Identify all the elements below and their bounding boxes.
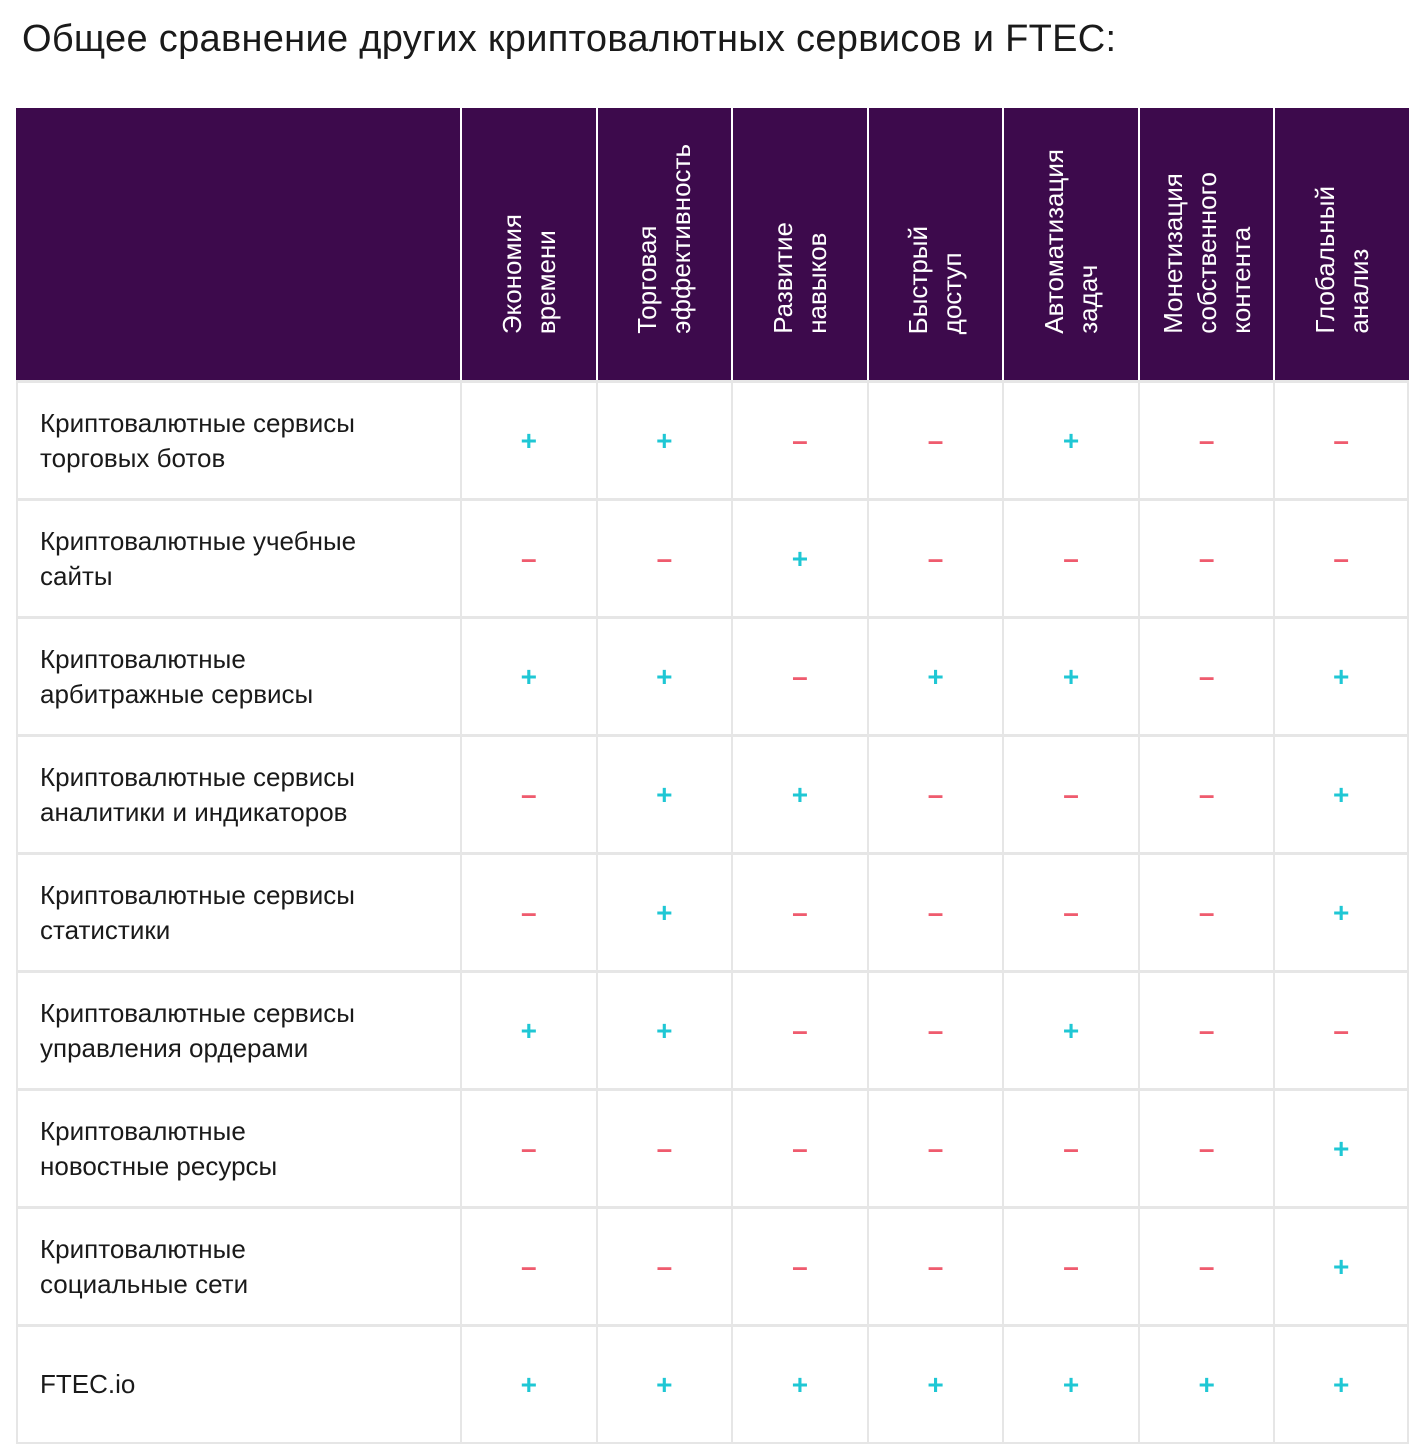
minus-mark: –	[1063, 542, 1079, 574]
minus-mark: –	[792, 1014, 808, 1046]
plus-mark: +	[656, 896, 673, 928]
table-cell	[731, 1324, 867, 1442]
column-header	[1138, 108, 1274, 380]
table-cell	[731, 616, 867, 734]
row-label: Криптовалютные сервисы торговых ботов	[40, 407, 355, 473]
table-cell	[1138, 970, 1274, 1088]
table-cell	[460, 498, 596, 616]
table-cell	[596, 1206, 732, 1324]
minus-mark: –	[1063, 1132, 1079, 1164]
row-label: Криптовалютные сервисы аналитики и индикаторов	[40, 761, 355, 827]
column-header	[731, 108, 867, 380]
table-cell	[731, 852, 867, 970]
plus-mark: +	[520, 1014, 537, 1046]
table-cell	[1002, 498, 1138, 616]
minus-mark: –	[520, 1132, 537, 1164]
table-cell	[596, 970, 732, 1088]
column-header-label: Монетизация собственного контента	[1157, 172, 1256, 334]
minus-mark: –	[927, 778, 944, 810]
comparison-table	[16, 108, 1409, 1444]
plus-mark: +	[1062, 1014, 1080, 1046]
column-header-label: Быстрый доступ	[903, 225, 968, 334]
row-label: FTEC.io	[40, 1369, 136, 1399]
minus-mark: –	[1333, 1014, 1349, 1046]
table-cell	[596, 1088, 732, 1206]
plus-mark: +	[1062, 660, 1080, 692]
table-cell	[460, 380, 596, 498]
row-label-cell	[16, 1324, 460, 1442]
minus-mark: –	[792, 1250, 808, 1282]
row-label-cell	[16, 616, 460, 734]
row-label-cell	[16, 1088, 460, 1206]
minus-mark: –	[927, 1014, 944, 1046]
table-cell	[460, 970, 596, 1088]
minus-mark: –	[1198, 896, 1215, 928]
table-cell	[867, 970, 1003, 1088]
minus-mark: –	[520, 778, 537, 810]
row-label-cell	[16, 498, 460, 616]
table-cell	[731, 1206, 867, 1324]
plus-mark: +	[1333, 1250, 1350, 1282]
table-cell	[1002, 616, 1138, 734]
table-cell	[1273, 852, 1409, 970]
plus-mark: +	[1333, 778, 1350, 810]
row-label-cell	[16, 970, 460, 1088]
row-label: Криптовалютные учебные сайты	[40, 525, 357, 591]
table-cell	[867, 498, 1003, 616]
table-cell	[596, 1324, 732, 1442]
table-cell	[596, 616, 732, 734]
column-header	[867, 108, 1003, 380]
table-cell	[867, 1324, 1003, 1442]
table-cell	[867, 734, 1003, 852]
column-header-label: Экономия времени	[496, 213, 561, 334]
column-header	[460, 108, 596, 380]
table-cell	[460, 1324, 596, 1442]
table-cell	[1002, 1206, 1138, 1324]
column-header-label: Глобальный анализ	[1310, 186, 1375, 334]
table-cell	[596, 498, 732, 616]
column-header	[1273, 108, 1409, 380]
plus-mark: +	[656, 1014, 673, 1046]
plus-mark: +	[656, 660, 673, 692]
table-cell	[460, 1088, 596, 1206]
row-label-cell	[16, 380, 460, 498]
table-cell	[460, 1206, 596, 1324]
plus-mark: +	[1333, 1368, 1350, 1400]
table-cell	[1002, 734, 1138, 852]
row-label: Криптовалютные арбитражные сервисы	[40, 643, 314, 709]
table-cell	[1138, 852, 1274, 970]
table-cell	[1273, 616, 1409, 734]
table-cell	[1002, 1324, 1138, 1442]
table-cell	[1002, 1088, 1138, 1206]
table-cell	[1002, 970, 1138, 1088]
minus-mark: –	[1063, 896, 1079, 928]
table-cell	[867, 380, 1003, 498]
row-label: Криптовалютные социальные сети	[40, 1233, 249, 1299]
table-cell	[1002, 380, 1138, 498]
table-cell	[1273, 734, 1409, 852]
column-header-label: Автоматизация задач	[1039, 149, 1104, 334]
table-cell	[731, 1088, 867, 1206]
table-cell	[1273, 498, 1409, 616]
table-cell	[460, 852, 596, 970]
minus-mark: –	[927, 1250, 944, 1282]
table-cell	[460, 616, 596, 734]
table-cell	[1138, 498, 1274, 616]
minus-mark: –	[1198, 1250, 1215, 1282]
minus-mark: –	[1333, 542, 1349, 574]
minus-mark: –	[1198, 1014, 1215, 1046]
table-cell	[731, 970, 867, 1088]
minus-mark: –	[520, 896, 537, 928]
table-cell	[1138, 1324, 1274, 1442]
table-cell	[1273, 1206, 1409, 1324]
minus-mark: –	[1198, 424, 1215, 456]
table-cell	[867, 1206, 1003, 1324]
minus-mark: –	[1333, 424, 1349, 456]
minus-mark: –	[1198, 1132, 1215, 1164]
plus-mark: +	[791, 778, 809, 810]
table-cell	[867, 852, 1003, 970]
table-cell	[1138, 1088, 1274, 1206]
table-cell	[1273, 380, 1409, 498]
table-cell	[731, 498, 867, 616]
plus-mark: +	[1333, 1132, 1350, 1164]
plus-mark: +	[520, 1368, 537, 1400]
table-cell	[1138, 1206, 1274, 1324]
row-label: Криптовалютные сервисы статистики	[40, 879, 355, 945]
minus-mark: –	[792, 660, 808, 692]
table-cell	[460, 734, 596, 852]
table-cell	[1273, 970, 1409, 1088]
table-cell	[1002, 852, 1138, 970]
plus-mark: +	[1062, 424, 1080, 456]
minus-mark: –	[1198, 778, 1215, 810]
minus-mark: –	[1063, 1250, 1079, 1282]
row-label-cell	[16, 1206, 460, 1324]
table-cell	[1273, 1324, 1409, 1442]
minus-mark: –	[927, 542, 944, 574]
page-title: Общее сравнение других криптовалютных сервисов и FTEC:	[22, 18, 1117, 60]
table-cell	[596, 380, 732, 498]
minus-mark: –	[927, 424, 944, 456]
minus-mark: –	[927, 1132, 944, 1164]
plus-mark: +	[927, 660, 944, 692]
plus-mark: +	[656, 424, 673, 456]
table-cell	[731, 734, 867, 852]
row-label-cell	[16, 852, 460, 970]
minus-mark: –	[792, 896, 808, 928]
minus-mark: –	[656, 1250, 673, 1282]
minus-mark: –	[1063, 778, 1079, 810]
column-header-label: Торговая эффективность	[632, 144, 697, 334]
table-cell	[1138, 734, 1274, 852]
minus-mark: –	[520, 542, 537, 574]
plus-mark: +	[791, 1368, 809, 1400]
plus-mark: +	[927, 1368, 944, 1400]
table-cell	[1138, 380, 1274, 498]
column-header-label: Развитие навыков	[767, 222, 832, 334]
table-cell	[867, 1088, 1003, 1206]
table-cell	[1273, 1088, 1409, 1206]
column-header	[596, 108, 732, 380]
plus-mark: +	[520, 660, 537, 692]
plus-mark: +	[656, 778, 673, 810]
plus-mark: +	[791, 542, 809, 574]
minus-mark: –	[656, 542, 673, 574]
row-label: Криптовалютные новостные ресурсы	[40, 1115, 278, 1181]
minus-mark: –	[792, 1132, 808, 1164]
minus-mark: –	[1198, 542, 1215, 574]
header-corner	[16, 108, 460, 380]
table-cell	[1138, 616, 1274, 734]
plus-mark: +	[520, 424, 537, 456]
minus-mark: –	[792, 424, 808, 456]
row-label-cell	[16, 734, 460, 852]
table-cell	[596, 852, 732, 970]
row-label: Криптовалютные сервисы управления ордерами	[40, 997, 355, 1063]
table-cell	[731, 380, 867, 498]
column-header	[1002, 108, 1138, 380]
minus-mark: –	[927, 896, 944, 928]
minus-mark: –	[520, 1250, 537, 1282]
plus-mark: +	[1333, 660, 1350, 692]
table-cell	[867, 616, 1003, 734]
table-cell	[596, 734, 732, 852]
minus-mark: –	[656, 1132, 673, 1164]
plus-mark: +	[656, 1368, 673, 1400]
plus-mark: +	[1333, 896, 1350, 928]
plus-mark: +	[1062, 1368, 1080, 1400]
plus-mark: +	[1198, 1368, 1215, 1400]
minus-mark: –	[1198, 660, 1215, 692]
